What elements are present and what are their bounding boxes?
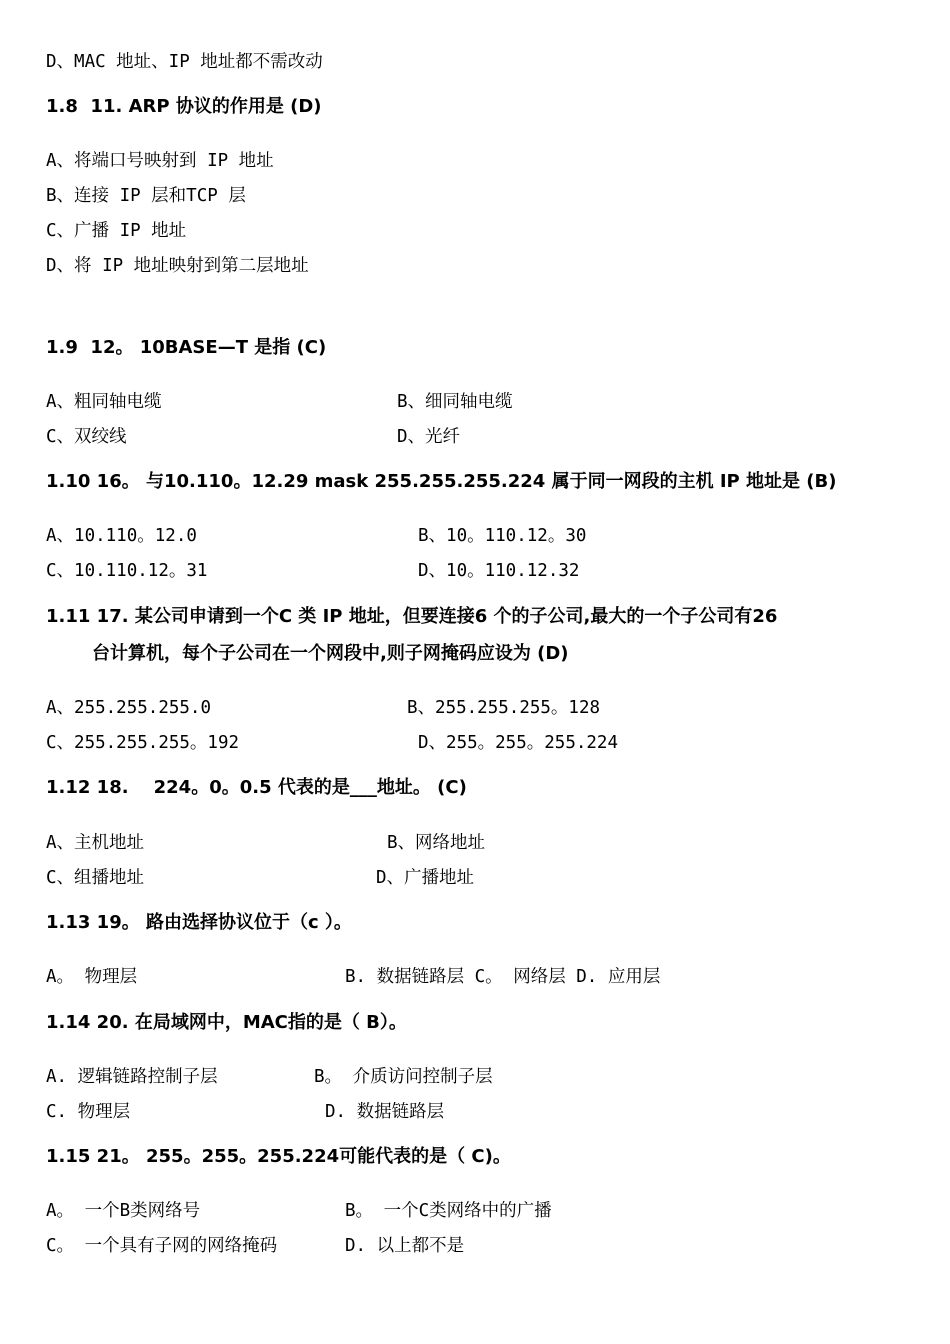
q12-option-a: A、粗同轴电缆 [46, 392, 162, 412]
q12-option-d: D、光纤 [397, 427, 461, 447]
q11-option-d: D、将 IP 地址映射到第二层地址 [46, 256, 309, 276]
q11-option-b: B、连接 IP 层和TCP 层 [46, 186, 246, 206]
question-16-title: 1.10 16。 与10.110。12.29 mask 255.255.255.224 属于同一网段的主机 IP 地址是 (B) [46, 471, 837, 492]
q17-option-d: D、255。255。255.224 [418, 733, 619, 753]
q21-option-c: C。 一个具有子网的网络掩码 [46, 1236, 278, 1256]
q18-option-d: D、广播地址 [376, 868, 475, 888]
q19-option-a: A。 物理层 [46, 967, 138, 987]
question-19-title: 1.13 19。 路由选择协议位于（c ）。 [46, 912, 352, 933]
q19-options-bcd: B. 数据链路层 C。 网络层 D. 应用层 [345, 967, 661, 987]
q21-option-b: B。 一个C类网络中的广播 [345, 1201, 552, 1221]
question-20-title: 1.14 20. 在局域网中，MAC指的是（ B）。 [46, 1012, 407, 1033]
q21-option-d: D. 以上都不是 [345, 1236, 465, 1256]
q11-option-a: A、将端口号映射到 IP 地址 [46, 151, 274, 171]
question-21-title: 1.15 21。 255。255。255.224可能代表的是（ C)。 [46, 1146, 511, 1167]
q17-option-c: C、255.255.255。192 [46, 733, 240, 753]
q21-option-a: A。 一个B类网络号 [46, 1201, 201, 1221]
q16-option-d: D、10。110.12.32 [418, 561, 580, 581]
question-18-title: 1.12 18. 224。0。0.5 代表的是___地址。 (C) [46, 777, 467, 798]
q12-option-b: B、细同轴电缆 [397, 392, 513, 412]
q17-option-a: A、255.255.255.0 [46, 698, 212, 718]
q16-option-b: B、10。110.12。30 [418, 526, 587, 546]
q18-option-b: B、网络地址 [387, 833, 486, 853]
question-17-title: 1.11 17. 某公司申请到一个C 类 IP 地址，但要连接6 个的子公司,最大的一个子公司有26 [46, 606, 778, 627]
q16-option-c: C、10.110.12。31 [46, 561, 208, 581]
q12-option-c: C、双绞线 [46, 427, 127, 447]
q18-option-c: C、组播地址 [46, 868, 145, 888]
q17-option-b: B、255.255.255。128 [407, 698, 601, 718]
question-12-title: 1.9 12。 10BASE—T 是指 (C) [46, 337, 327, 358]
q20-option-b: B。 介质访问控制子层 [314, 1067, 493, 1087]
option-d-prev: D、MAC 地址、IP 地址都不需改动 [46, 52, 323, 72]
q20-option-a: A. 逻辑链路控制子层 [46, 1067, 218, 1087]
q16-option-a: A、10.110。12.0 [46, 526, 197, 546]
q20-option-d: D. 数据链路层 [325, 1102, 445, 1122]
q20-option-c: C. 物理层 [46, 1102, 131, 1122]
question-11-title: 1.8 11. ARP 协议的作用是 (D) [46, 96, 322, 117]
q11-option-c: C、广播 IP 地址 [46, 221, 187, 241]
q18-option-a: A、主机地址 [46, 833, 145, 853]
question-17-title-cont: 台计算机，每个子公司在一个网段中,则子网掩码应设为 (D) [92, 643, 569, 664]
